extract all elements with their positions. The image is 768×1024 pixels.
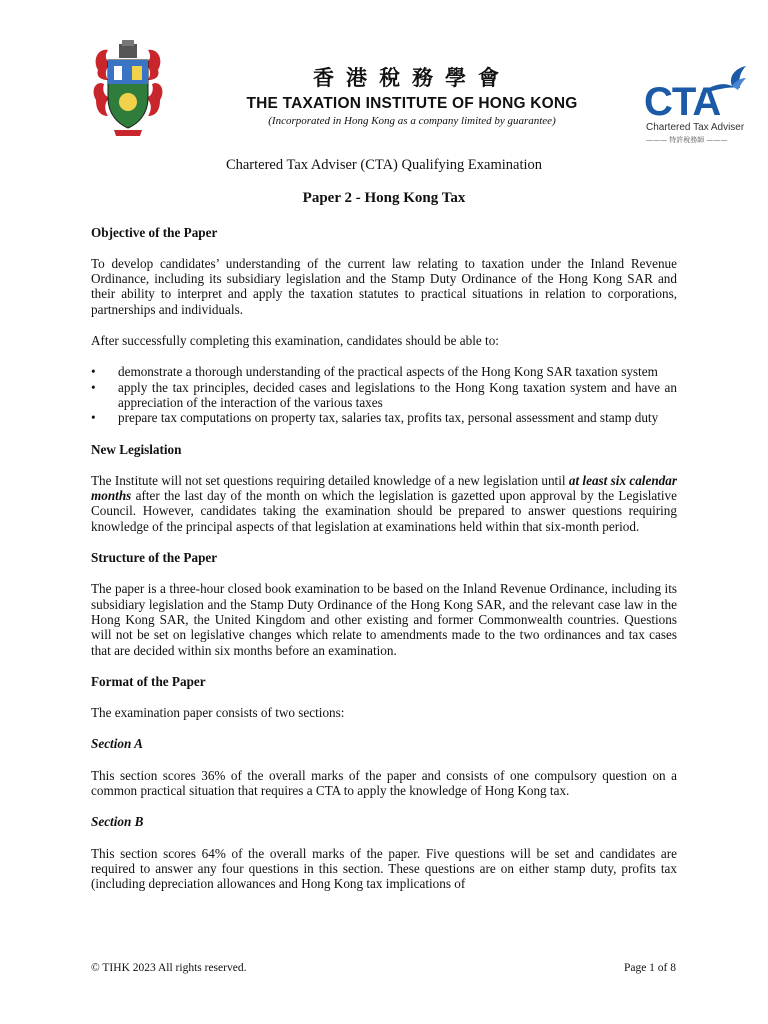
letterhead xyxy=(62,22,745,144)
list-item: • apply the tax principles, decided cases and legislations to the Hong Kong taxation system and have an appreciation of the interaction of the various taxes xyxy=(91,380,677,411)
institute-name: THE TAXATION INSTITUTE OF HONG KONG xyxy=(246,95,578,112)
section-a-heading: Section A xyxy=(91,736,143,752)
cta-logo-text: CTA xyxy=(644,80,721,124)
objective-heading: Objective of the Paper xyxy=(91,224,218,240)
incorporation-note: (Incorporated in Hong Kong as a company limited by guarantee) xyxy=(268,115,556,127)
format-heading: Format of the Paper xyxy=(91,673,206,689)
institute-title-block xyxy=(212,62,612,127)
footer-page-number: Page 1 of 8 xyxy=(623,962,676,974)
objective-intro: After successfully completing this examination, candidates should be able to: xyxy=(91,333,499,349)
footer-copyright: © TIHK 2023 All rights reserved. xyxy=(91,962,247,974)
legislation-paragraph xyxy=(91,473,677,534)
objective-list xyxy=(91,364,677,425)
legislation-text-a: The Institute will not set questions requiring detailed knowledge of a new legislation until xyxy=(91,472,569,488)
cta-subtitle: Chartered Tax Adviser xyxy=(646,122,745,133)
section-b-paragraph: This section scores 64% of the overall marks of the paper. Five questions will be set and candidates are required to answer any four questions in this section. These questions are on either stamp duty, profits tax (including depreciation allowances and Hong Kong tax implications of xyxy=(91,845,677,892)
objective-paragraph: To develop candidates’ understanding of the current law relating to taxation under the Inland Revenue Ordinance, including its subsidiary legislation and the Stamp Duty Ordinance of the Hong Kong SAR and their ability to interpret and apply the taxation statutes to practical situations in relation to corporations, partnerships and individuals. xyxy=(91,255,677,317)
structure-heading: Structure of the Paper xyxy=(91,550,218,566)
structure-paragraph: The paper is a three-hour closed book examination to be based on the Inland Revenue Ordinance, including its subsidiary legislation and the Stamp Duty Ordinance of the Hong Kong SAR, and the relevant case law in the Hong Kong SAR, the United Kingdom and other existing and former Commonwealth countries. Questions will not be set on legislative changes which relate to amendments made to the two ordinances and tax cases that are decided within six months before an examination. xyxy=(91,581,677,658)
legislation-heading: New Legislation xyxy=(91,441,182,457)
cta-subtitle-chinese: ——— 特許稅務師 ——— xyxy=(646,136,728,144)
exam-title: Chartered Tax Adviser (CTA) Qualifying Examination xyxy=(225,157,543,173)
legislation-emphasis: at least six calendar months xyxy=(91,472,677,504)
paper-title: Paper 2 - Hong Kong Tax xyxy=(302,190,466,207)
list-item: • prepare tax computations on property tax, salaries tax, profits tax, personal assessment and stamp duty xyxy=(91,410,677,425)
cta-logo xyxy=(640,64,750,154)
legislation-text-b: after the last day of the month on which the legislation is gazetted upon approval by the Legislative Council. However, candidates taking the examination should be prepared to answer questions requiring knowledge of the principal aspects of that legislation at examinations held within that six-month period. xyxy=(91,488,677,534)
section-a-paragraph: This section scores 36% of the overall marks of the paper and consists of one compulsory question on a common practical situation that requires a CTA to apply the knowledge of Hong Kong tax. xyxy=(91,767,677,799)
document-body xyxy=(91,158,677,892)
section-b-heading: Section B xyxy=(91,814,144,830)
list-item: • demonstrate a thorough understanding of the practical aspects of the Hong Kong SAR taxation system xyxy=(91,364,677,379)
institute-crest-icon xyxy=(92,40,164,140)
institute-chinese-name: 香港稅務學會 xyxy=(313,66,511,90)
cta-subtitle-chinese-text: 特許稅務師 xyxy=(669,136,705,144)
format-paragraph: The examination paper consists of two sections: xyxy=(91,705,345,721)
